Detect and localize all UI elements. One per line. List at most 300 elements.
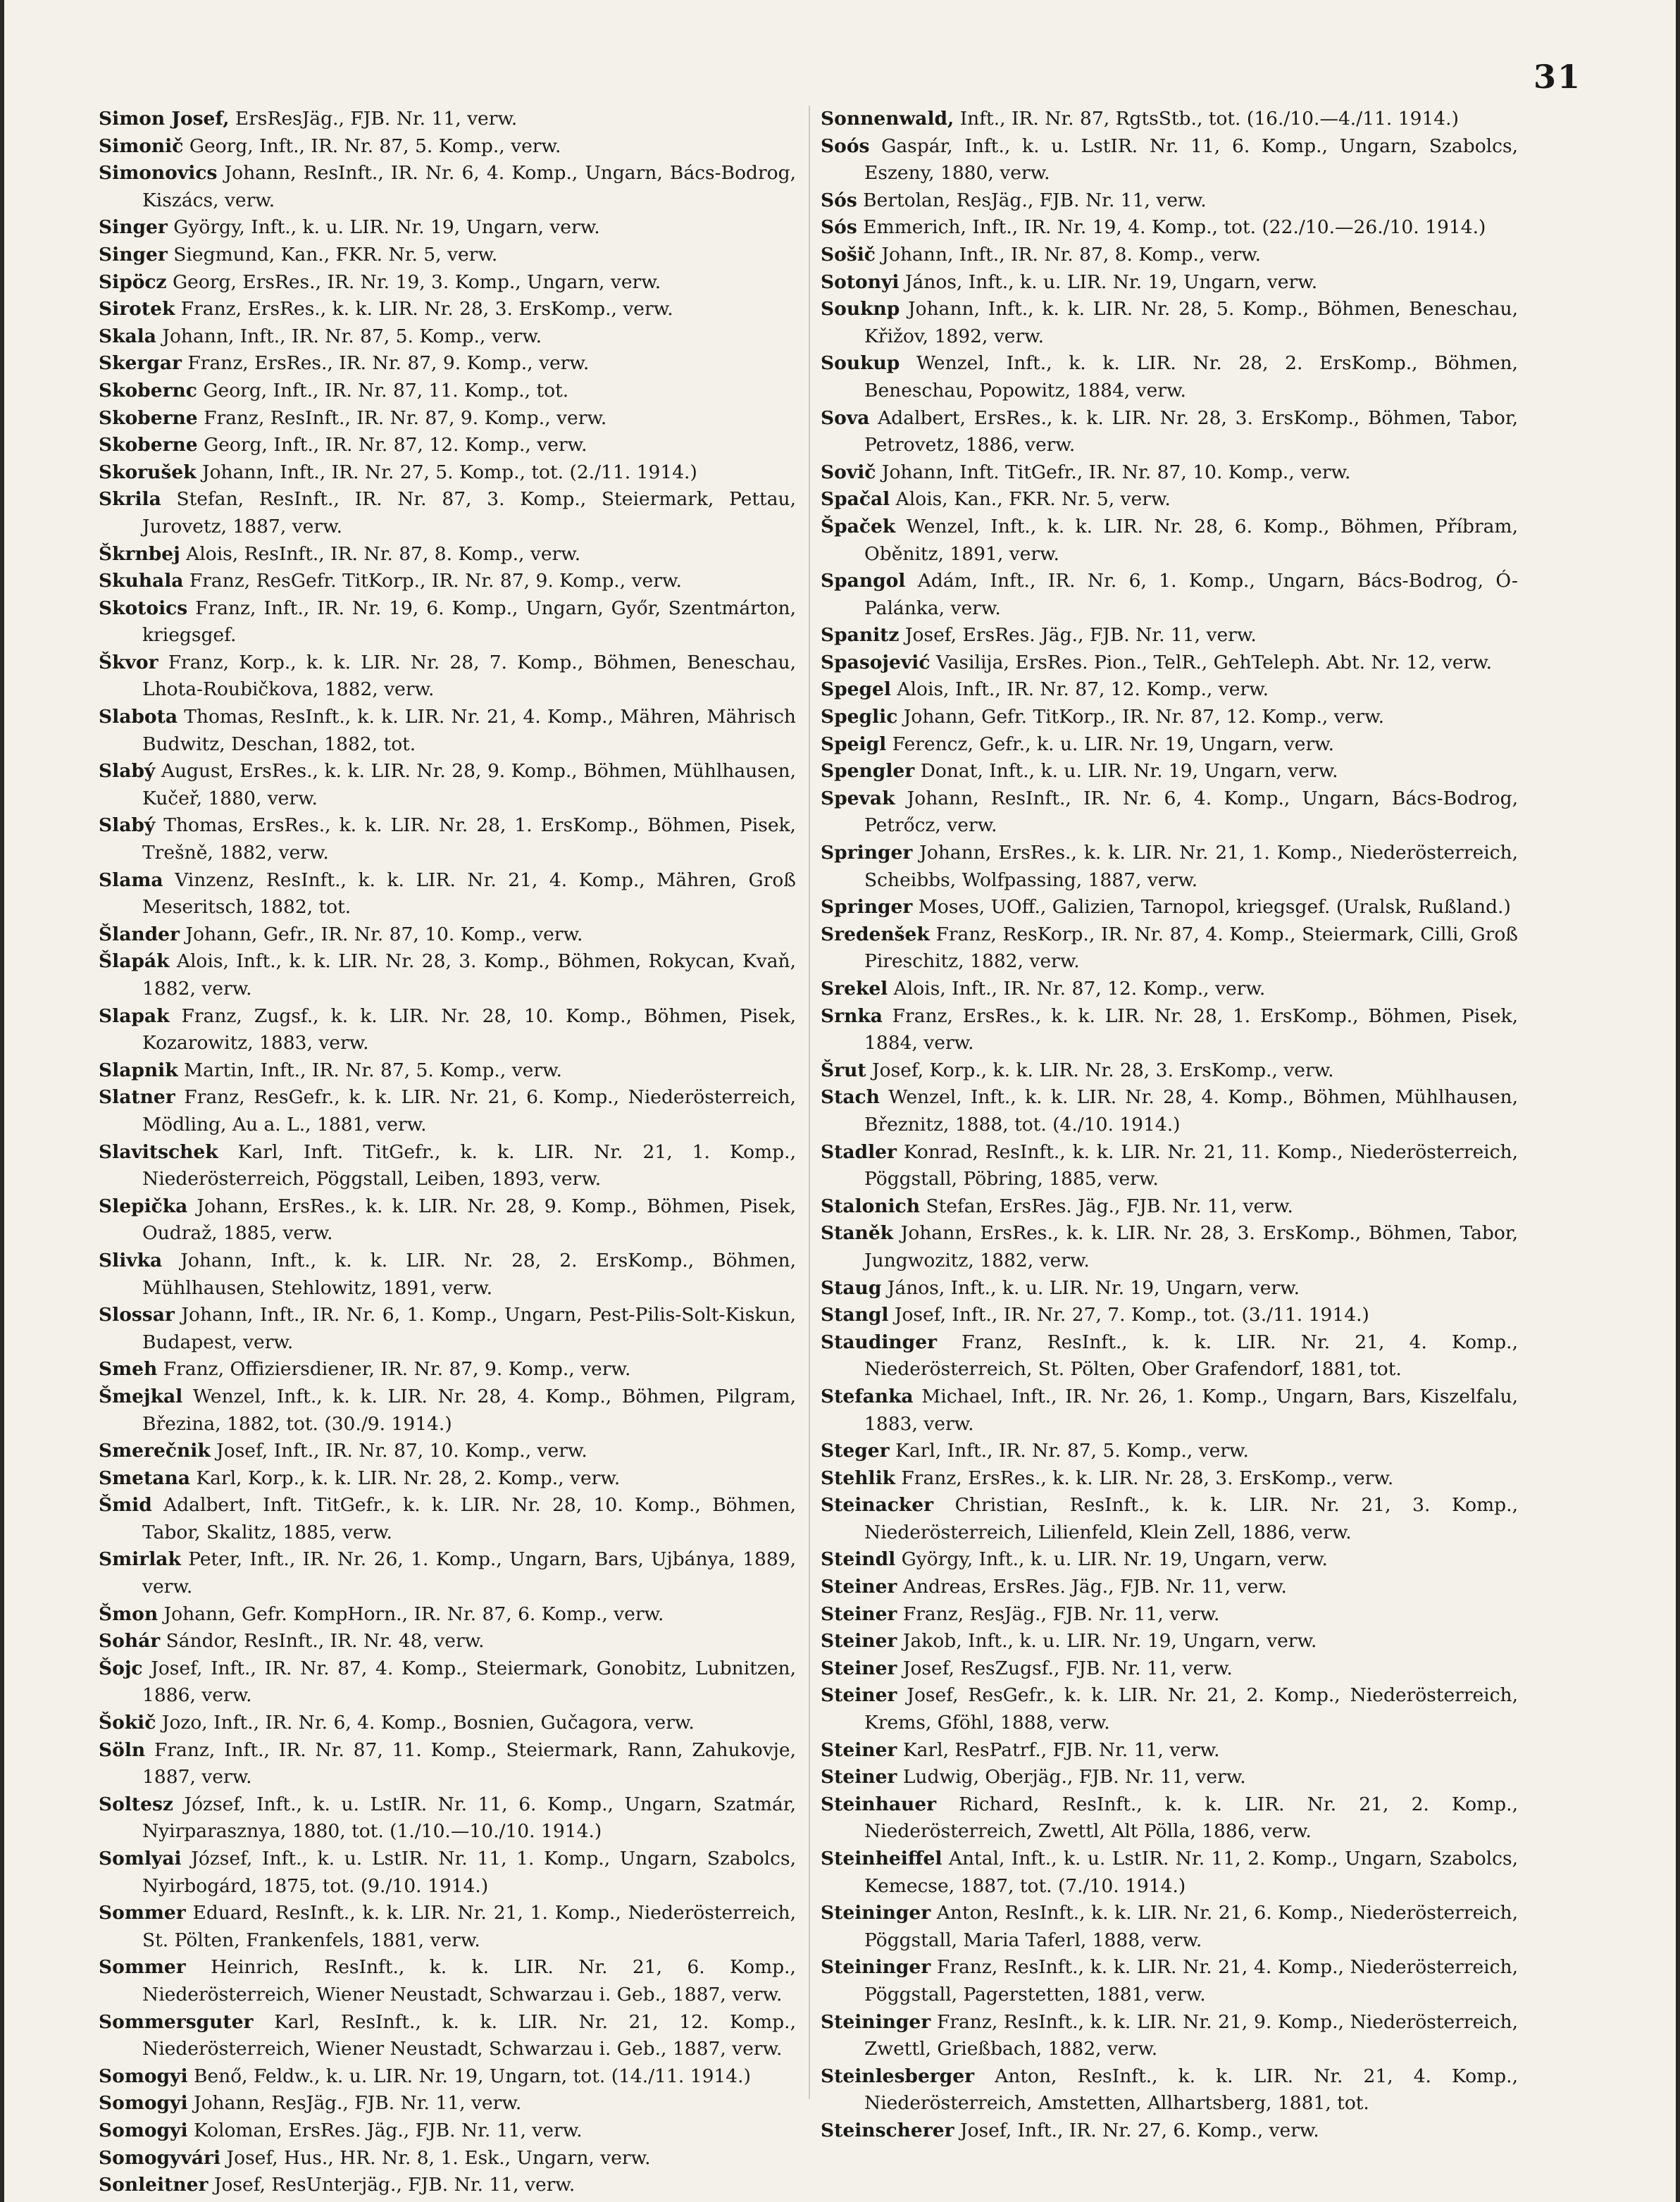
list-item (99, 378, 796, 405)
list-item (821, 1438, 1518, 1465)
list-item (821, 622, 1518, 649)
list-item (99, 1710, 796, 1737)
entry-surname: Sotonyi (821, 270, 900, 293)
entry-details: Karl, ResInft., k. k. LIR. Nr. 21, 12. Komp., Niederösterreich, Wiener Neustadt, Schwarzau i. Geb., 1887, verw. (142, 2010, 796, 2060)
entry-surname: Skergar (99, 352, 182, 375)
list-item (821, 894, 1518, 921)
entry-details: Johann, Inft., k. k. LIR. Nr. 28, 5. Komp., Böhmen, Beneschau, Křižov, 1892, verw. (864, 298, 1518, 347)
list-item (821, 1220, 1518, 1274)
list-item (99, 1546, 796, 1600)
entry-details: Josef, ResGefr., k. k. LIR. Nr. 21, 2. Komp., Niederösterreich, Krems, Gföhl, 1888, verw. (864, 1684, 1518, 1734)
entry-details: Anton, ResInft., k. k. LIR. Nr. 21, 4. Komp., Niederösterreich, Amstetten, Allhartsberg, 1881, tot. (864, 2065, 1518, 2115)
list-item (99, 1057, 796, 1085)
list-item (821, 1546, 1518, 1574)
list-item (821, 2063, 1518, 2117)
entry-surname: Srekel (821, 978, 888, 1000)
list-item (821, 1682, 1518, 1736)
entry-surname: Šmejkal (99, 1385, 183, 1407)
entry-surname: Slossar (99, 1304, 175, 1326)
entry-surname: Simonovics (99, 162, 218, 185)
entry-surname: Stangl (821, 1304, 889, 1326)
list-item (99, 1492, 796, 1546)
list-item (821, 1492, 1518, 1546)
entry-surname: Steiner (821, 1657, 897, 1679)
list-item (821, 350, 1518, 404)
list-item (99, 2090, 796, 2117)
entry-surname: Slapak (99, 1004, 170, 1027)
entry-surname: Staug (821, 1276, 882, 1299)
list-item (821, 921, 1518, 976)
list-item (99, 1193, 796, 1248)
entry-surname: Simon Josef, (99, 108, 230, 130)
list-item (821, 1764, 1518, 1791)
right-column (821, 106, 1518, 2145)
entry-details: Johann, Inft., IR. Nr. 6, 1. Komp., Ungarn, Pest-Pilis-Solt-Kiskun, Budapest, verw. (142, 1304, 796, 1353)
entry-details: Thomas, ResInft., k. k. LIR. Nr. 21, 4. Komp., Mähren, Mährisch Budwitz, Deschan, 1882, tot. (142, 706, 796, 755)
entry-details: Johann, ResInft., IR. Nr. 6, 4. Komp., Ungarn, Bács-Bodrog, Petrőcz, verw. (864, 787, 1518, 837)
entry-details: Josef, Inft., IR. Nr. 27, 7. Komp., tot. (3./11. 1914.) (888, 1304, 1369, 1326)
entry-details: Johann, Inft., IR. Nr. 27, 5. Komp., tot. (2./11. 1914.) (196, 461, 697, 483)
entry-details: Karl, Korp., k. k. LIR. Nr. 28, 2. Komp., verw. (189, 1467, 621, 1489)
entry-details: Franz, ResInft., k. k. LIR. Nr. 21, 9. Komp., Niederösterreich, Zwettl, Grießbach, 1882, verw. (864, 2010, 1518, 2060)
list-item (821, 1655, 1518, 1683)
entry-details: Johann, ErsRes., k. k. LIR. Nr. 28, 9. Komp., Böhmen, Pisek, Oudraž, 1885, verw. (142, 1195, 796, 1245)
entry-surname: Steger (821, 1440, 890, 1462)
entry-details: Georg, Inft., IR. Nr. 87, 5. Komp., verw. (183, 135, 561, 157)
entry-surname: Spengler (821, 760, 915, 783)
list-item (99, 2145, 796, 2172)
entry-details: Johann, Gefr. KompHorn., IR. Nr. 87, 6. Komp., verw. (158, 1603, 664, 1625)
entry-surname: Šrut (821, 1059, 866, 1081)
list-item (99, 1003, 796, 1057)
entry-surname: Speglic (821, 706, 898, 728)
entry-details: Wenzel, Inft., k. k. LIR. Nr. 28, 2. ErsKomp., Böhmen, Beneschau, Popowitz, 1884, verw. (864, 352, 1518, 402)
list-item (821, 704, 1518, 731)
page-number: 31 (1533, 58, 1581, 96)
entry-details: Josef, Hus., HR. Nr. 8, 1. Esk., Ungarn, verw. (220, 2146, 651, 2169)
entry-details: Johann, Inft. TitGefr., IR. Nr. 87, 10. Komp., verw. (876, 461, 1351, 483)
list-item (99, 269, 796, 297)
list-item (99, 1084, 796, 1138)
list-item (99, 1438, 796, 1465)
list-item (821, 269, 1518, 297)
entry-surname: Stadler (821, 1140, 897, 1163)
entry-details: Josef, ResUnterjäg., FJB. Nr. 11, verw. (208, 2174, 575, 2196)
entry-details: Bertolan, ResJäg., FJB. Nr. 11, verw. (857, 189, 1207, 211)
entry-surname: Šmid (99, 1494, 152, 1517)
list-item (821, 405, 1518, 459)
entry-details: Heinrich, ResInft., k. k. LIR. Nr. 21, 6. Komp., Niederösterreich, Wiener Neustadt, Schwarzau i. Geb., 1887, verw. (142, 1956, 796, 2005)
entry-details: Franz, ResJäg., FJB. Nr. 11, verw. (897, 1603, 1220, 1625)
entry-details: Christian, ResInft., k. k. LIR. Nr. 21, 3. Komp., Niederösterreich, Lilienfeld, Klein Zell, 1886, verw. (864, 1494, 1518, 1543)
entry-details: Stefan, ErsRes. Jäg., FJB. Nr. 11, verw. (920, 1195, 1293, 1217)
list-item (821, 976, 1518, 1003)
list-item (99, 486, 796, 540)
list-item (99, 568, 796, 595)
list-item (99, 1900, 796, 1954)
entry-surname: Sonleitner (99, 2174, 209, 2196)
entry-surname: Stach (821, 1086, 880, 1109)
list-item (99, 160, 796, 214)
list-item (821, 1601, 1518, 1629)
entry-details: Peter, Inft., IR. Nr. 26, 1. Komp., Ungarn, Bars, Ujbánya, 1889, verw. (142, 1548, 796, 1598)
entry-surname: Sonnenwald, (821, 108, 954, 130)
entry-surname: Somogyi (99, 2065, 188, 2087)
entry-surname: Steinacker (821, 1494, 934, 1517)
entry-details: Eduard, ResInft., k. k. LIR. Nr. 21, 1. Komp., Niederösterreich, St. Pölten, Frankenfels, 1881, verw. (142, 1902, 796, 1951)
entry-surname: Steinheiffel (821, 1848, 942, 1870)
list-item (99, 323, 796, 351)
column-divider (809, 106, 810, 2099)
entry-details: Franz, Zugsf., k. k. LIR. Nr. 28, 10. Komp., Böhmen, Pisek, Kozarowitz, 1883, verw. (142, 1004, 796, 1055)
entry-details: Josef, Korp., k. k. LIR. Nr. 28, 3. ErsKomp., verw. (866, 1059, 1334, 1081)
list-item (821, 758, 1518, 785)
entry-details: Josef, Inft., IR. Nr. 27, 6. Komp., verw. (954, 2119, 1319, 2141)
list-item (821, 1003, 1518, 1057)
entry-details: Vinzenz, ResInft., k. k. LIR. Nr. 21, 4. Komp., Mähren, Groß Meseritsch, 1882, tot. (142, 869, 796, 919)
entry-details: Johann, Gefr. TitKorp., IR. Nr. 87, 12. Komp., verw. (897, 706, 1385, 728)
list-item (99, 948, 796, 1002)
list-item (99, 541, 796, 568)
list-item (99, 812, 796, 866)
entry-details: György, Inft., k. u. LIR. Nr. 19, Ungarn, verw. (167, 216, 600, 239)
entry-surname: Šokič (99, 1712, 156, 1734)
list-item (821, 1383, 1518, 1438)
entry-details: Alois, Inft., IR. Nr. 87, 12. Komp., verw. (888, 978, 1266, 1000)
entry-details: Josef, Inft., IR. Nr. 87, 4. Komp., Steiermark, Gonobitz, Lubnitzen, 1886, verw. (142, 1657, 796, 1707)
entry-details: Franz, Offiziersdiener, IR. Nr. 87, 9. Komp., verw. (157, 1358, 631, 1381)
entry-surname: Singer (99, 243, 168, 266)
entry-surname: Skrila (99, 488, 161, 511)
entry-surname: Steinlesberger (821, 2065, 975, 2087)
entry-details: Alois, Kan., FKR. Nr. 5, verw. (890, 488, 1171, 511)
entry-surname: Steininger (821, 2010, 931, 2033)
entry-details: Karl, Inft. TitGefr., k. k. LIR. Nr. 21, 1. Komp., Niederösterreich, Pöggstall, Leiben, 1893, verw. (142, 1140, 796, 1190)
entry-surname: Steininger (821, 1902, 931, 1924)
entry-surname: Springer (821, 842, 913, 864)
list-item (821, 785, 1518, 840)
list-item (821, 1057, 1518, 1085)
list-item (99, 1139, 796, 1193)
list-item (821, 1791, 1518, 1846)
list-item (99, 2117, 796, 2145)
entry-surname: Steiner (821, 1603, 897, 1625)
entry-details: József, Inft., k. u. LstIR. Nr. 11, 1. Komp., Ungarn, Szabolcs, Nyirbogárd, 1875, tot. (9./10. 1914.) (142, 1848, 796, 1897)
list-item (99, 1465, 796, 1493)
list-item (821, 1329, 1518, 1383)
entry-surname: Skala (99, 325, 156, 347)
list-item (99, 1846, 796, 1900)
list-item (99, 106, 796, 133)
entry-details: Adalbert, ErsRes., k. k. LIR. Nr. 28, 3. ErsKomp., Böhmen, Tabor, Petrovetz, 1886, verw. (864, 406, 1518, 456)
entry-surname: Spangol (821, 570, 906, 592)
list-item (99, 242, 796, 269)
entry-details: Andreas, ErsRes. Jäg., FJB. Nr. 11, verw. (897, 1576, 1287, 1598)
entry-details: Johann, ErsRes., k. k. LIR. Nr. 21, 1. Komp., Niederösterreich, Scheibbs, Wolfpassing, 1887, verw. (864, 842, 1518, 891)
entry-surname: Somogyvári (99, 2146, 221, 2169)
entry-details: Anton, ResInft., k. k. LIR. Nr. 21, 6. Komp., Niederösterreich, Pöggstall, Maria Taferl, 1888, verw. (864, 1902, 1518, 1951)
list-item (821, 1574, 1518, 1601)
list-item (821, 1737, 1518, 1765)
entry-details: János, Inft., k. u. LIR. Nr. 19, Ungarn, verw. (899, 270, 1318, 293)
entry-surname: Steiner (821, 1684, 897, 1707)
entry-surname: Skorušek (99, 461, 197, 483)
list-item (99, 2063, 796, 2091)
entry-surname: Steiner (821, 1766, 897, 1789)
entry-details: Jozo, Inft., IR. Nr. 6, 4. Komp., Bosnien, Gučagora, verw. (156, 1712, 695, 1734)
entry-surname: Sommer (99, 1956, 186, 1979)
entry-surname: Stehlik (821, 1467, 895, 1489)
entry-details: Alois, Inft., k. k. LIR. Nr. 28, 3. Komp., Böhmen, Rokycan, Kvaň, 1882, verw. (142, 950, 796, 1000)
list-item (821, 242, 1518, 269)
entry-surname: Sohár (99, 1630, 161, 1653)
entry-surname: Steinscherer (821, 2119, 954, 2141)
entry-details: Johann, Gefr., IR. Nr. 87, 10. Komp., verw. (180, 923, 583, 945)
entry-details: Adalbert, Inft. TitGefr., k. k. LIR. Nr. 28, 10. Komp., Böhmen, Tabor, Skalitz, 1885, verw. (142, 1494, 796, 1543)
entry-surname: Šmon (99, 1603, 158, 1625)
list-item (99, 1628, 796, 1655)
entry-details: Franz, ErsRes., k. k. LIR. Nr. 28, 3. ErsKomp., verw. (175, 298, 673, 321)
list-item (821, 459, 1518, 487)
entry-surname: Staněk (821, 1222, 894, 1245)
list-item (99, 1356, 796, 1383)
list-item (821, 568, 1518, 622)
entry-details: Franz, Inft., IR. Nr. 19, 6. Komp., Ungarn, Győr, Szentmárton, kriegsgef. (142, 597, 796, 647)
entry-details: Inft., IR. Nr. 87, RgtsStb., tot. (16./10.—4./11. 1914.) (954, 108, 1459, 130)
entry-details: Franz, Inft., IR. Nr. 87, 11. Komp., Steiermark, Rann, Zahukovje, 1887, verw. (142, 1738, 796, 1789)
entry-surname: Sovič (821, 461, 876, 483)
entry-surname: Sommer (99, 1902, 186, 1924)
entry-details: Moses, UOff., Galizien, Tarnopol, kriegsgef. (Uralsk, Rußland.) (912, 896, 1511, 919)
scan-edge-right (1676, 0, 1680, 2202)
entry-surname: Slepička (99, 1195, 188, 1217)
entry-surname: Somogyi (99, 2092, 188, 2115)
list-item (821, 1275, 1518, 1302)
entry-surname: Steiner (821, 1630, 897, 1653)
entry-details: Georg, Inft., IR. Nr. 87, 11. Komp., tot. (197, 379, 569, 402)
entry-surname: Speigl (821, 733, 887, 755)
entry-surname: Spegel (821, 678, 891, 701)
entry-details: Josef, ErsRes. Jäg., FJB. Nr. 11, verw. (899, 624, 1257, 647)
entry-surname: Skobernc (99, 379, 197, 402)
list-item (821, 840, 1518, 894)
entry-details: Johann, Inft., k. k. LIR. Nr. 28, 2. ErsKomp., Böhmen, Mühlhausen, Stehlowitz, 1891, verw. (142, 1249, 796, 1299)
entry-surname: Souknp (821, 298, 900, 321)
entry-details: Benő, Feldw., k. u. LIR. Nr. 19, Ungarn, tot. (14./11. 1914.) (187, 2065, 751, 2087)
list-item (99, 1601, 796, 1629)
entry-surname: Spasojević (821, 651, 931, 673)
entry-details: Adám, Inft., IR. Nr. 6, 1. Komp., Ungarn, Bács-Bodrog, Ó-Palánka, verw. (864, 570, 1518, 619)
scan-edge-left (0, 0, 4, 2202)
list-item (99, 459, 796, 487)
entry-details: Donat, Inft., k. u. LIR. Nr. 19, Ungarn, verw. (914, 760, 1338, 783)
entry-surname: Šlander (99, 923, 180, 945)
list-item (821, 187, 1518, 215)
entry-details: Franz, ResInft., k. k. LIR. Nr. 21, 4. Komp., Niederösterreich, St. Pölten, Ober Grafendorf, 1881, tot. (864, 1331, 1518, 1381)
list-item (821, 2117, 1518, 2145)
entry-surname: Smetana (99, 1467, 190, 1489)
list-item (821, 214, 1518, 242)
entry-surname: Šlapák (99, 950, 170, 973)
entry-surname: Sirotek (99, 298, 175, 321)
entry-surname: Stalonich (821, 1195, 921, 1217)
entry-details: August, ErsRes., k. k. LIR. Nr. 28, 9. Komp., Böhmen, Mühlhausen, Kučeř, 1880, verw. (142, 760, 796, 809)
entry-details: Franz, ErsRes., IR. Nr. 87, 9. Komp., verw. (181, 352, 590, 375)
list-item (99, 595, 796, 649)
entry-surname: Stefanka (821, 1385, 914, 1407)
entry-details: Johann, ErsRes., k. k. LIR. Nr. 28, 3. ErsKomp., Böhmen, Tabor, Jungwozitz, 1882, verw. (864, 1222, 1518, 1271)
entry-surname: Steinhauer (821, 1793, 937, 1815)
entry-details: Richard, ResInft., k. k. LIR. Nr. 21, 2. Komp., Niederösterreich, Zwettl, Alt Pölla, 1886, verw. (864, 1793, 1518, 1843)
entry-details: Josef, ResZugsf., FJB. Nr. 11, verw. (897, 1657, 1233, 1679)
entry-details: Koloman, ErsRes. Jäg., FJB. Nr. 11, verw. (187, 2119, 583, 2141)
entry-surname: Slapnik (99, 1059, 178, 1081)
entry-surname: Slavitschek (99, 1140, 218, 1163)
list-item (99, 758, 796, 812)
list-item (821, 1193, 1518, 1221)
list-item (821, 1628, 1518, 1655)
entry-details: ErsResJäg., FJB. Nr. 11, verw. (229, 108, 518, 130)
entry-surname: Söln (99, 1738, 146, 1761)
entry-details: József, Inft., k. u. LstIR. Nr. 11, 6. Komp., Ungarn, Szatmár, Nyirparasznya, 1880, tot. (1./10.—10./10. 1914.) (142, 1793, 796, 1843)
list-item (821, 1465, 1518, 1493)
entry-surname: Spačal (821, 488, 890, 511)
list-item (821, 486, 1518, 514)
entry-details: Franz, Korp., k. k. LIR. Nr. 28, 7. Komp., Böhmen, Beneschau, Lhota-Roubičkova, 1882, verw. (142, 651, 796, 701)
list-item (99, 133, 796, 161)
entry-surname: Soltesz (99, 1793, 173, 1815)
entry-surname: Slabota (99, 706, 178, 728)
entry-surname: Škrnbej (99, 542, 180, 565)
list-item (99, 704, 796, 758)
entry-details: Antal, Inft., k. u. LstIR. Nr. 11, 2. Komp., Ungarn, Szabolcs, Kemecse, 1887, tot. (7./10. 1914.) (864, 1848, 1518, 1897)
entry-details: Karl, ResPatrf., FJB. Nr. 11, verw. (897, 1738, 1220, 1761)
entry-surname: Steiner (821, 1738, 897, 1761)
entry-details: Michael, Inft., IR. Nr. 26, 1. Komp., Ungarn, Bars, Kiszelfalu, 1883, verw. (864, 1385, 1518, 1435)
entry-surname: Steindl (821, 1548, 896, 1571)
list-item (99, 921, 796, 949)
entry-surname: Smirlak (99, 1548, 181, 1571)
entry-details: Josef, Inft., IR. Nr. 87, 10. Komp., verw. (210, 1440, 587, 1462)
list-item (821, 649, 1518, 677)
list-item (821, 133, 1518, 187)
entry-details: Wenzel, Inft., k. k. LIR. Nr. 28, 6. Komp., Böhmen, Příbram, Oběnitz, 1891, verw. (864, 515, 1518, 565)
entry-details: Franz, ResInft., IR. Nr. 87, 9. Komp., verw. (197, 406, 607, 429)
entry-surname: Skoberne (99, 406, 198, 429)
list-item (821, 2009, 1518, 2063)
entry-details: Ludwig, Oberjäg., FJB. Nr. 11, verw. (897, 1766, 1246, 1789)
entry-surname: Staudinger (821, 1331, 938, 1353)
entry-details: György, Inft., k. u. LIR. Nr. 19, Ungarn, verw. (895, 1548, 1328, 1571)
entry-surname: Somlyai (99, 1848, 182, 1870)
left-column (99, 106, 796, 2199)
list-item (821, 731, 1518, 759)
list-item (821, 1900, 1518, 1954)
list-item (99, 2009, 796, 2063)
entry-surname: Smerečnik (99, 1440, 211, 1462)
list-item (99, 2172, 796, 2199)
entry-details: Franz, ErsRes., k. k. LIR. Nr. 28, 1. ErsKomp., Böhmen, Pisek, 1884, verw. (864, 1004, 1518, 1055)
entry-surname: Simonič (99, 135, 184, 157)
entry-details: Karl, Inft., IR. Nr. 87, 5. Komp., verw. (889, 1440, 1249, 1462)
list-item (99, 867, 796, 921)
entry-details: Vasilija, ErsRes. Pion., TelR., GehTeleph. Abt. Nr. 12, verw. (930, 651, 1493, 673)
entry-details: Wenzel, Inft., k. k. LIR. Nr. 28, 4. Komp., Böhmen, Mühlhausen, Březnitz, 1888, tot. (4./10. 1914.) (864, 1086, 1518, 1136)
entry-surname: Sošič (821, 243, 876, 266)
entry-details: Emmerich, Inft., IR. Nr. 19, 4. Komp., tot. (22./10.—26./10. 1914.) (857, 216, 1486, 239)
entry-details: Martin, Inft., IR. Nr. 87, 5. Komp., verw. (178, 1059, 562, 1081)
entry-surname: Špaček (821, 515, 896, 537)
entry-details: Johann, ResInft., IR. Nr. 6, 4. Komp., Ungarn, Bács-Bodrog, Kiszács, verw. (142, 162, 796, 211)
list-item (821, 296, 1518, 350)
entry-surname: Sós (821, 216, 857, 239)
entry-details: Georg, Inft., IR. Nr. 87, 12. Komp., verw. (197, 434, 587, 456)
entry-details: Gaspár, Inft., k. u. LstIR. Nr. 11, 6. Komp., Ungarn, Szabolcs, Eszeny, 1880, verw. (864, 135, 1518, 185)
entry-details: Franz, ResKorp., IR. Nr. 87, 4. Komp., Steiermark, Cilli, Groß Pireschitz, 1882, verw. (864, 923, 1518, 973)
entry-surname: Srnka (821, 1004, 883, 1027)
entry-surname: Slivka (99, 1249, 163, 1271)
list-item (821, 106, 1518, 133)
entry-details: Sándor, ResInft., IR. Nr. 48, verw. (160, 1630, 485, 1653)
list-item (99, 1737, 796, 1791)
entry-surname: Skuhala (99, 570, 184, 592)
entry-details: Siegmund, Kan., FKR. Nr. 5, verw. (167, 243, 498, 266)
entry-surname: Skoberne (99, 434, 198, 456)
list-item (99, 1302, 796, 1356)
entry-details: Franz, ErsRes., k. k. LIR. Nr. 28, 3. ErsKomp., verw. (895, 1467, 1394, 1489)
entry-details: Johann, Inft., IR. Nr. 87, 5. Komp., verw. (156, 325, 542, 347)
entry-surname: Sós (821, 189, 857, 211)
entry-details: Thomas, ErsRes., k. k. LIR. Nr. 28, 1. ErsKomp., Böhmen, Pisek, Trešně, 1882, verw. (142, 814, 796, 864)
entry-surname: Skotoics (99, 597, 188, 619)
entry-surname: Smeh (99, 1358, 158, 1381)
entry-details: Stefan, ResInft., IR. Nr. 87, 3. Komp., Steiermark, Pettau, Jurovetz, 1887, verw. (142, 488, 796, 537)
entry-surname: Spanitz (821, 624, 900, 647)
entry-surname: Soukup (821, 352, 900, 375)
entry-surname: Šojc (99, 1657, 143, 1679)
list-item (99, 405, 796, 433)
entry-details: Ferencz, Gefr., k. u. LIR. Nr. 19, Ungarn, verw. (886, 733, 1335, 755)
entry-surname: Steiner (821, 1576, 897, 1598)
entry-details: Franz, ResGefr. TitKorp., IR. Nr. 87, 9. Komp., verw. (183, 570, 682, 592)
list-item (821, 1846, 1518, 1900)
entry-surname: Spevak (821, 787, 895, 809)
entry-surname: Sommersguter (99, 2010, 254, 2033)
list-item (99, 649, 796, 704)
list-item (99, 214, 796, 242)
list-item (99, 1248, 796, 1302)
list-item (821, 1139, 1518, 1193)
entry-surname: Slama (99, 869, 163, 891)
entry-details: Franz, ResGefr., k. k. LIR. Nr. 21, 6. Komp., Niederösterreich, Mödling, Au a. L., 1881, verw. (142, 1086, 796, 1136)
list-item (821, 514, 1518, 568)
list-item (99, 1791, 796, 1846)
list-item (99, 296, 796, 323)
entry-surname: Sipöcz (99, 270, 167, 293)
list-item (99, 432, 796, 459)
entry-surname: Springer (821, 896, 913, 919)
entry-details: Wenzel, Inft., k. k. LIR. Nr. 28, 4. Komp., Böhmen, Pilgram, Březina, 1882, tot. (30./9. 1914.) (142, 1385, 796, 1435)
entry-details: János, Inft., k. u. LIR. Nr. 19, Ungarn, verw. (881, 1276, 1300, 1299)
entry-details: Johann, ResJäg., FJB. Nr. 11, verw. (187, 2092, 522, 2115)
list-item (821, 676, 1518, 704)
entry-surname: Škvor (99, 651, 158, 673)
entry-surname: Slabý (99, 760, 156, 783)
list-item (99, 1954, 796, 2008)
entry-details: Franz, ResInft., k. k. LIR. Nr. 21, 4. Komp., Niederösterreich, Pöggstall, Pagerstetten, 1881, verw. (864, 1956, 1518, 2005)
entry-surname: Soós (821, 135, 870, 157)
list-item (821, 1302, 1518, 1329)
